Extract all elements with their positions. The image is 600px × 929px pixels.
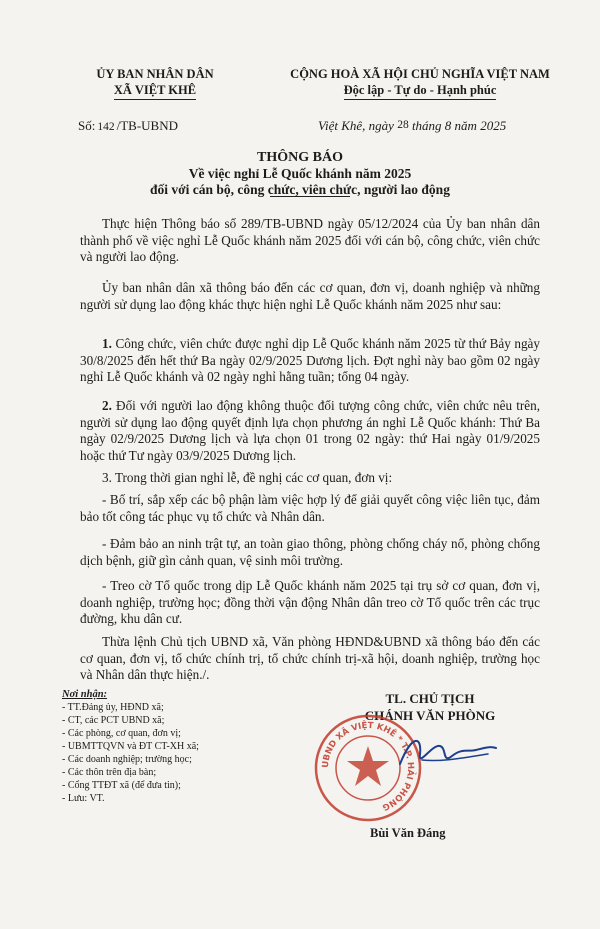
bullet-3: - Treo cờ Tổ quốc trong dịp Lễ Quốc khánh năm 2025 tại trụ sở cơ quan, đơn vị, doanh nghiệp, trường học; đồng thời vận động Nhân dân treo cờ Tổ quốc trên các trục đường, khu dân cư. <box>80 578 540 626</box>
nation-line2: Độc lập - Tự do - Hạnh phúc <box>344 82 497 100</box>
item-3-text: Trong thời gian nghỉ lễ, đề nghị các cơ quan, đơn vị: <box>114 470 393 485</box>
recipient-item: - Các doanh nghiệp; trường học; <box>62 754 192 765</box>
recipient-item: - TT.Đảng ủy, HĐND xã; <box>62 702 164 713</box>
item-3-number: 3. <box>102 470 112 485</box>
recipient-item: - Các phòng, cơ quan, đơn vị; <box>62 728 181 739</box>
org-line1: ỦY BAN NHÂN DÂN <box>96 67 214 81</box>
signature-line2: CHÁNH VĂN PHÒNG <box>364 708 496 723</box>
item-2-number: 2. <box>102 398 112 413</box>
issuing-org <box>60 66 250 100</box>
paragraph-reference: Thực hiện Thông báo số 289/TB-UBND ngày 05/12/2024 của Ủy ban nhân dân thành phố về việc nghỉ Lễ Quốc khánh năm 2025 đối với cán bộ, công chức, viên chức và người lao động. <box>80 216 540 264</box>
item-1-number: 1. <box>102 336 112 351</box>
recipient-item: - CT, các PCT UBND xã; <box>62 715 165 726</box>
document-subject-line2: đối với cán bộ, công chức, viên chức, người lao động <box>150 182 450 197</box>
recipient-item: - Cổng TTĐT xã (để đưa tin); <box>62 780 181 791</box>
signature-line1: TL. CHỦ TỊCH <box>385 691 475 706</box>
national-motto <box>270 66 570 100</box>
date-rest: tháng 8 năm 2025 <box>411 118 507 133</box>
closing-paragraph: Thừa lệnh Chủ tịch UBND xã, Văn phòng HĐND&UBND xã thông báo đến các cơ quan, đơn vị, tổ chức chính trị, tổ chức chính trị-xã hội, doanh nghiệp, trường học và Nhân dân thực hiện./. <box>80 634 540 682</box>
document-title: THÔNG BÁO <box>257 150 343 165</box>
org-line2: XÃ VIỆT KHÊ <box>114 82 196 100</box>
document-subject-line1: Về việc nghỉ Lễ Quốc khánh năm 2025 <box>188 166 412 181</box>
seal-text: UBND XÃ VIỆT KHÊ * T.P. HẢI PHÒNG <box>320 720 416 813</box>
doc-number-prefix: Số: <box>78 118 96 133</box>
item-2 <box>80 398 540 464</box>
item-1-text: Công chức, viên chức được nghỉ dịp Lễ Quốc khánh năm 2025 từ thứ Bảy ngày 30/8/2025 đến hết thứ Ba ngày 02/9/2025 Dương lịch. Đợt nghỉ này bao gồm 02 ngày nghỉ Lễ Quốc khánh và 02 ngày nghỉ hằng tuần; tổng 04 ngày. <box>80 336 541 384</box>
signer-name: Bùi Văn Đáng <box>370 826 446 840</box>
doc-number-suffix: /TB-UBND <box>116 118 178 133</box>
item-1 <box>80 336 540 386</box>
seal-star-icon <box>347 746 389 786</box>
date-place-prefix: Việt Khê, ngày <box>318 118 394 133</box>
recipient-item: - UBMTTQVN và ĐT CT-XH xã; <box>62 741 199 752</box>
document-date <box>318 118 506 134</box>
doc-number-value: 142 <box>97 121 115 133</box>
recipients-block <box>62 688 282 805</box>
bullet-1: - Bố trí, sắp xếp các bộ phận làm việc hợp lý để giải quyết công việc liên tục, đảm bảo tốt công tác phục vụ tổ chức và Nhân dân. <box>80 492 540 524</box>
title-underline <box>270 196 350 197</box>
recipient-item: - Các thôn trên địa bàn; <box>62 767 157 778</box>
item-2-text: Đối với người lao động không thuộc đối tượng công chức, viên chức nêu trên, người sử dụng lao động quyết định lựa chọn phương án nghỉ Lễ Quốc khánh: Thứ Ba ngày 02/9/2025 Dương lịch và lựa chọn 01 trong 02 ngày: thứ Hai ngày 01/9/2025 hoặc thứ Tư ngày 03/9/2025 Dương lịch. <box>80 398 541 463</box>
recipients-heading: Nơi nhận: <box>62 689 108 700</box>
recipient-item: - Lưu: VT. <box>62 793 105 804</box>
document-number <box>78 118 178 134</box>
item-3 <box>80 470 540 487</box>
handwritten-signature <box>392 724 502 784</box>
paragraph-announcement: Ủy ban nhân dân xã thông báo đến các cơ quan, đơn vị, doanh nghiệp và những người sử dụng lao động khác thực hiện nghỉ Lễ Quốc khánh năm 2025 như sau: <box>80 280 540 312</box>
nation-line1: CỘNG HOÀ XÃ HỘI CHỦ NGHĨA VIỆT NAM <box>290 67 550 81</box>
bullet-2: - Đảm bảo an ninh trật tự, an toàn giao thông, phòng chống cháy nổ, phòng chống dịch bệnh, giữ gìn cảnh quan, vệ sinh môi trường. <box>80 536 540 568</box>
date-day: 28 <box>397 119 409 131</box>
